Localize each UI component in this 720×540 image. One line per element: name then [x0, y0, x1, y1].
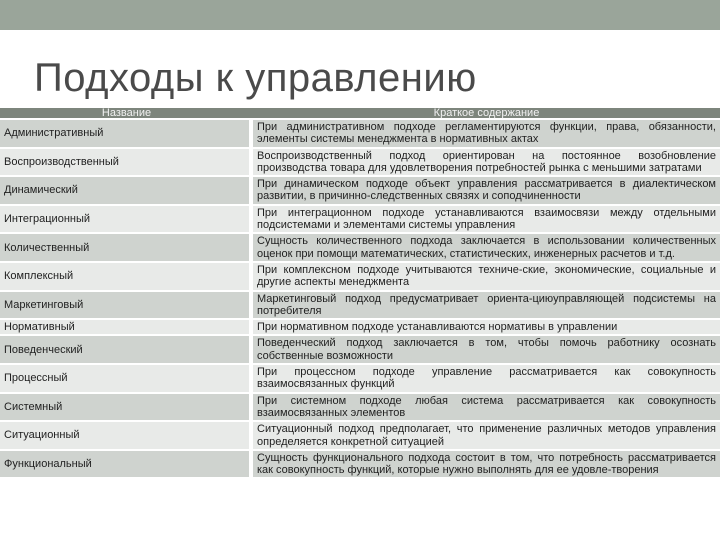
approach-description: Поведенческий подход заключается в том, чтобы помочь работнику осознать собственные возможности [253, 336, 720, 363]
approach-name: Нормативный [0, 320, 253, 334]
approach-description: При комплексном подходе учитываются техниче-ские, экономические, социальные и другие аспекты менеджмента [253, 263, 720, 290]
approach-description: Сущность функционального подхода состоит в том, что потребность рассматривается как совокупность функций, которые нужно выполнять для ее удовле-творения [253, 451, 720, 478]
table-row [0, 422, 720, 449]
table-row [0, 149, 720, 176]
table-row [0, 336, 720, 363]
approach-description: Воспроизводственный подход ориентирован на постоянное возобновление производства товара для удовлетворения потребностей рынка с меньшими затратами [253, 149, 720, 176]
table-row [0, 451, 720, 478]
approach-description: При процессном подходе управление рассматривается как совокупность взаимосвязанных функций [253, 365, 720, 392]
approach-description: Сущность количественного подхода заключается в использовании количественных оценок при помощи математических, статистических, инженерных расчетов и т.д. [253, 234, 720, 261]
table-row [0, 320, 720, 334]
header-description: Краткое содержание [253, 108, 720, 118]
table-row [0, 177, 720, 204]
table-header-row [0, 108, 720, 118]
approach-name: Ситуационный [0, 422, 253, 449]
top-banner [0, 0, 720, 30]
approach-name: Поведенческий [0, 336, 253, 363]
page-title: Подходы к управлению [34, 56, 477, 100]
approach-name: Интеграционный [0, 206, 253, 233]
approach-name: Воспроизводственный [0, 149, 253, 176]
table-row [0, 365, 720, 392]
table-row [0, 292, 720, 319]
approach-description: При интеграционном подходе устанавливаются взаимосвязи между отдельными подсистемами и элементами системы управления [253, 206, 720, 233]
approach-name: Динамический [0, 177, 253, 204]
approach-name: Административный [0, 120, 253, 147]
approach-name: Функциональный [0, 451, 253, 478]
approach-name: Комплексный [0, 263, 253, 290]
header-name: Название [0, 108, 253, 118]
approach-description: При системном подходе любая система рассматривается как совокупность взаимосвязанных элементов [253, 394, 720, 421]
approach-description: Маркетинговый подход предусматривает ориента-циюуправляющей подсистемы на потребителя [253, 292, 720, 319]
approach-description: При нормативном подходе устанавливаются нормативы в управлении [253, 320, 720, 334]
table-row [0, 120, 720, 147]
approach-name: Процессный [0, 365, 253, 392]
approach-description: При динамическом подходе объект управления рассматривается в диалектическом развитии, в причинно-следственных связях и соподчиненности [253, 177, 720, 204]
table-row [0, 206, 720, 233]
approach-description: При административном подходе регламентируются функции, права, обязанности, элементы системы менеджмента в нормативных актах [253, 120, 720, 147]
approach-name: Количественный [0, 234, 253, 261]
table-row [0, 263, 720, 290]
approach-name: Системный [0, 394, 253, 421]
approach-description: Ситуационный подход предполагает, что применение различных методов управления определяется конкретной ситуацией [253, 422, 720, 449]
table-row [0, 394, 720, 421]
approaches-table [0, 106, 720, 479]
approach-name: Маркетинговый [0, 292, 253, 319]
table-row [0, 234, 720, 261]
